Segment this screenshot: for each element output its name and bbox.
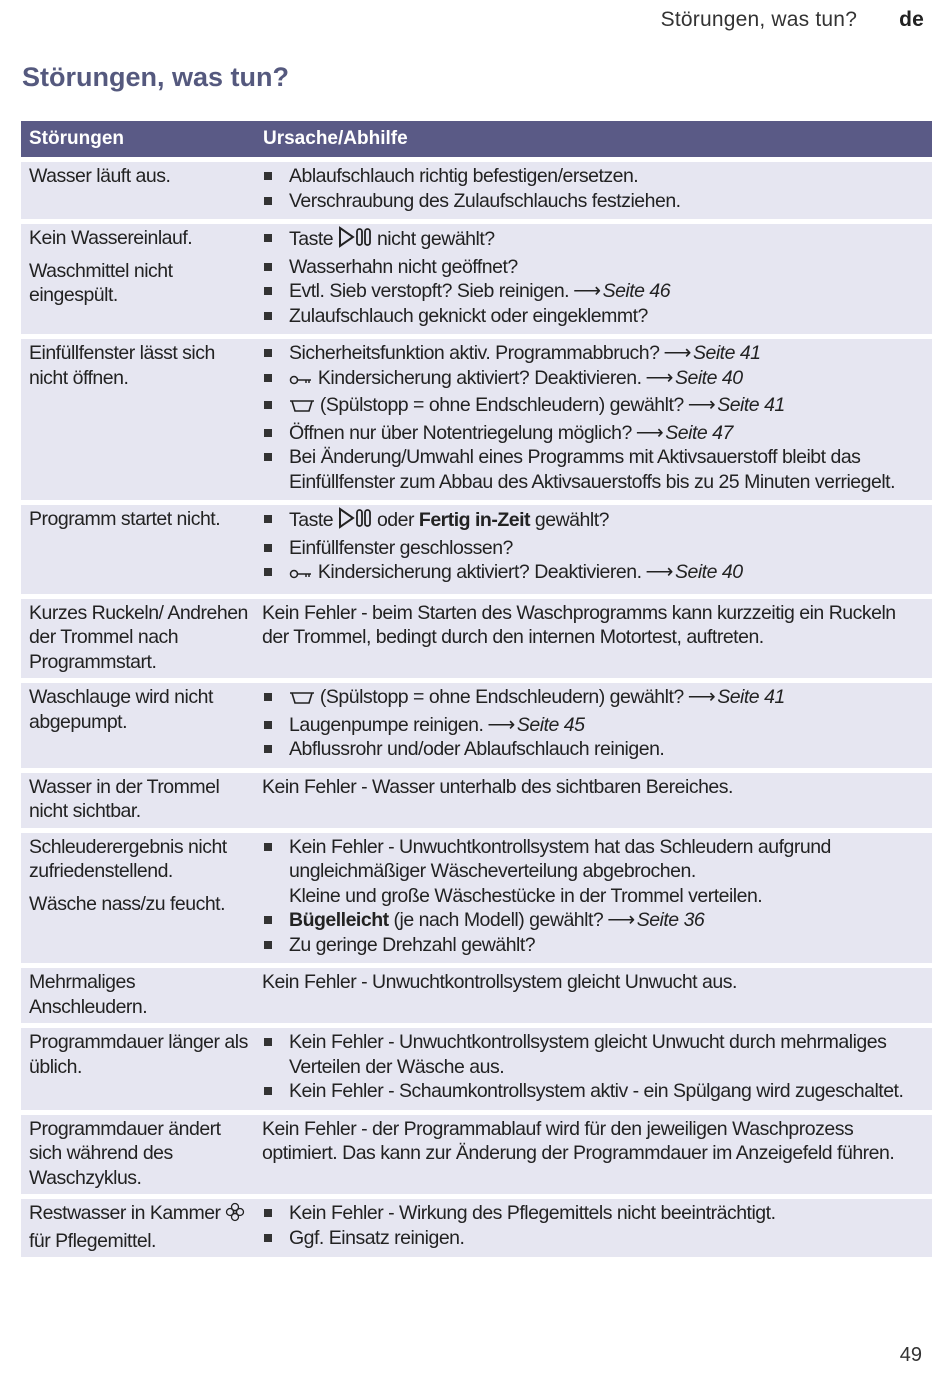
table-row (21, 968, 932, 1023)
fault-text-span: Waschlauge wird nicht abgepumpt. (29, 686, 213, 733)
remedy-item-text (289, 560, 926, 588)
remedy-item (255, 279, 926, 304)
remedy-prefix: Taste (289, 228, 339, 250)
remedy-cell (255, 339, 932, 500)
remedy-text: (Spülstopp = ohne Endschleudern) gewählt? (315, 394, 684, 416)
fault-text-span: Programm startet nicht. (29, 508, 221, 530)
remedy-item-text (289, 908, 926, 933)
fault-cell (21, 968, 255, 1023)
bullet-icon (255, 189, 289, 214)
fault-text (29, 685, 251, 734)
remedy-item-text (289, 164, 926, 189)
table-row (21, 224, 932, 334)
remedy-item-text (289, 685, 926, 713)
fault-cell (21, 683, 255, 768)
table-row (21, 162, 932, 219)
remedy-item (255, 685, 926, 713)
page-reference: Seite 36 (636, 909, 705, 931)
remedy-cell (255, 224, 932, 334)
column-header-faults: Störungen (29, 128, 124, 149)
remedy-cell (255, 1028, 932, 1110)
remedy-item-text (289, 1226, 926, 1251)
remedy-item-text (289, 304, 926, 329)
table-body (21, 162, 932, 1257)
fault-text (29, 970, 251, 1019)
bullet-icon (255, 1226, 289, 1251)
fault-cell (21, 833, 255, 964)
flower-icon (225, 1202, 245, 1229)
remedy-text: Laugenpumpe reinigen. (289, 713, 484, 736)
remedy-item-text (289, 279, 926, 304)
fault-text (29, 892, 251, 917)
table-row (21, 683, 932, 768)
bullet-icon (255, 685, 289, 713)
remedy-item (255, 1030, 926, 1079)
bullet-icon (255, 560, 289, 588)
remedy-text: Zulaufschlauch geknickt oder eingeklemmt? (289, 304, 648, 327)
fault-text (29, 259, 251, 308)
remedy-item (255, 536, 926, 561)
fault-text-span: Programmdauer ändert sich während des Waschzyklus. (29, 1117, 221, 1189)
remedy-item-text (289, 189, 926, 214)
table-row (21, 339, 932, 500)
table-row (21, 1115, 932, 1195)
page-reference: Seite 47 (665, 421, 733, 444)
remedy-item (255, 1226, 926, 1251)
page-reference: Seite 45 (516, 713, 585, 736)
table-row (21, 1028, 932, 1110)
bullet-icon (255, 366, 289, 394)
arrow-icon: ⟶ (573, 280, 601, 302)
fault-text-span: Schleuderergebnis nicht zufriedenstellend. (29, 835, 227, 882)
remedy-text: Bei Änderung/Umwahl eines Programms mit Aktivsauerstoff bleibt das Einfüllfenster zum Abbau des Aktivsauerstoffs bis zu 25 Minuten verriegelt. (289, 446, 895, 493)
bullet-icon (255, 1201, 289, 1226)
page-title: Störungen, was tun? (22, 62, 289, 92)
fault-text-span: Wasser läuft aus. (29, 165, 171, 187)
table-header (21, 121, 932, 157)
remedy-bold: Fertig in-Zeit (418, 509, 530, 531)
fault-text (29, 775, 251, 824)
running-header (661, 8, 924, 32)
remedy-item-text (289, 421, 926, 446)
remedy-item-text (289, 1030, 926, 1079)
remedy-item-text (289, 1201, 926, 1226)
fault-cell (21, 1199, 255, 1257)
remedy-cell (255, 833, 932, 964)
remedy-item (255, 189, 926, 214)
troubleshooting-table (21, 121, 932, 1257)
remedy-text: Öffnen nur über Notentriegelung möglich? (289, 421, 632, 444)
bullet-icon (255, 341, 289, 366)
bullet-icon (255, 908, 289, 933)
remedy-text: Sicherheitsfunktion aktiv. Programmabbruch? (289, 342, 660, 364)
column-header-remedy: Ursache/Abhilfe (263, 128, 408, 149)
remedy-item-text (289, 933, 926, 958)
remedy-cell (255, 1115, 932, 1195)
fault-text-span: Restwasser in Kammer (29, 1202, 226, 1224)
fault-cell (21, 1028, 255, 1110)
fault-cell (21, 339, 255, 500)
fault-text-span: für Pflegemittel. (29, 1229, 156, 1252)
remedy-cell (255, 1199, 932, 1257)
fault-text (29, 1117, 251, 1191)
fault-text-span: Kein Wassereinlauf. (29, 227, 193, 249)
remedy-text: (Spülstopp = ohne Endschleudern) gewählt? (315, 686, 684, 708)
remedy-text: Verschraubung des Zulaufschlauchs festziehen. (289, 189, 681, 212)
remedy-cell (255, 599, 932, 679)
arrow-icon: ⟶ (663, 342, 691, 364)
remedy-item (255, 421, 926, 446)
bullet-icon (255, 255, 289, 280)
bullet-icon (255, 304, 289, 329)
remedy-mid: oder (372, 509, 419, 531)
fault-text (29, 601, 251, 675)
remedy-text: Kindersicherung aktiviert? Deaktivieren. (313, 561, 642, 583)
remedy-cell (255, 505, 932, 594)
arrow-icon: ⟶ (607, 909, 635, 931)
fault-cell (21, 599, 255, 679)
fault-cell (21, 505, 255, 594)
bullet-icon (255, 713, 289, 738)
tub-icon (289, 396, 315, 421)
table-row (21, 505, 932, 594)
fault-text (29, 1229, 251, 1254)
remedy-text: Kein Fehler - der Programmablauf wird für den jeweiligen Waschprozess optimiert. Das kann zur Änderung der Programmdauer im Anzeigefeld führen. (262, 1117, 895, 1164)
bullet-icon (255, 1030, 289, 1079)
arrow-icon: ⟶ (687, 686, 716, 708)
bullet-icon (255, 507, 289, 536)
fault-text-span: Wäsche nass/zu feucht. (29, 892, 226, 915)
table-row (21, 833, 932, 964)
remedy-item (255, 560, 926, 588)
remedy-item (255, 737, 926, 762)
fault-text (29, 341, 251, 390)
remedy-item (255, 164, 926, 189)
fault-text-span: Waschmittel nicht eingespült. (29, 259, 173, 306)
remedy-cell (255, 683, 932, 768)
fault-text (29, 164, 251, 189)
remedy-item (255, 933, 926, 958)
bullet-icon (255, 226, 289, 255)
remedy-item (255, 341, 926, 366)
bullet-icon (255, 737, 289, 762)
remedy-text: Kindersicherung aktiviert? Deaktivieren. (313, 366, 642, 389)
remedy-text: Ggf. Einsatz reinigen. (289, 1226, 465, 1249)
remedy-prefix: Taste (289, 509, 339, 531)
remedy-text: Abflussrohr und/oder Ablaufschlauch reinigen. (289, 738, 665, 760)
table-row (21, 773, 932, 828)
bullet-icon (255, 393, 289, 421)
remedy-cell (255, 968, 932, 1023)
remedy-bold: Bügelleicht (289, 909, 389, 931)
remedy-item-text (289, 366, 926, 394)
fault-text (29, 835, 251, 884)
bullet-icon (255, 279, 289, 304)
remedy-item (255, 255, 926, 280)
page-number: 49 (899, 1344, 922, 1366)
remedy-text: Einfüllfenster geschlossen? (289, 536, 513, 559)
remedy-item (255, 908, 926, 933)
arrow-icon: ⟶ (645, 561, 673, 583)
remedy-item (255, 507, 926, 536)
key-icon (289, 563, 313, 588)
table-row (21, 1199, 932, 1257)
page-reference: Seite 46 (602, 280, 671, 302)
remedy-text: Kein Fehler - Schaumkontrollsystem aktiv - ein Spülgang wird zugeschaltet. (289, 1080, 904, 1102)
fault-cell (21, 773, 255, 828)
bullet-icon (255, 536, 289, 561)
remedy-item-text (289, 445, 926, 494)
arrow-icon: ⟶ (645, 366, 673, 389)
remedy-item-text (289, 737, 926, 762)
remedy-extra: Kleine und große Wäschestücke in der Trommel verteilen. (289, 884, 763, 907)
remedy-item-text (289, 393, 926, 421)
remedy-item (255, 366, 926, 394)
bullet-icon (255, 835, 289, 909)
bullet-icon (255, 1079, 289, 1104)
remedy-item (255, 226, 926, 255)
remedy-text: gewählt? (529, 509, 609, 531)
fault-text-span: Wasser in der Trommel nicht sichtbar. (29, 775, 220, 822)
remedy-item-text (289, 835, 926, 909)
table-row (21, 599, 932, 679)
remedy-text: Kein Fehler - beim Starten des Waschprogramms kann kurzzeitig ein Ruckeln der Trommel, bedingt durch den internen Motortest, auftreten. (262, 601, 896, 648)
remedy-cell (255, 773, 932, 828)
page-reference: Seite 41 (692, 342, 761, 364)
remedy-text: Wasserhahn nicht geöffnet? (289, 255, 518, 278)
remedy-text: (je nach Modell) gewählt? (388, 909, 604, 931)
fault-text (29, 1030, 251, 1079)
fault-cell (21, 1115, 255, 1195)
running-header-section: Störungen, was tun? (660, 8, 858, 31)
arrow-icon: ⟶ (487, 713, 515, 736)
remedy-item (255, 835, 926, 909)
page-reference: Seite 40 (674, 366, 743, 389)
start-pause-icon (338, 507, 372, 536)
remedy-text: Kein Fehler - Wirkung des Pflegemittels nicht beeinträchtigt. (289, 1202, 776, 1224)
remedy-item-text (289, 226, 926, 255)
page-reference: Seite 40 (674, 561, 743, 583)
bullet-icon (255, 164, 289, 189)
fault-cell (21, 224, 255, 334)
remedy-item-text (289, 713, 926, 738)
page-reference: Seite 41 (717, 394, 785, 416)
remedy-item (255, 1201, 926, 1226)
remedy-item (255, 1079, 926, 1104)
fault-text (29, 1201, 251, 1229)
remedy-item (255, 304, 926, 329)
remedy-item (255, 713, 926, 738)
fault-text-span: Programmdauer länger als üblich. (29, 1031, 248, 1078)
fault-text (29, 507, 251, 532)
tub-icon (289, 688, 315, 713)
remedy-text: Evtl. Sieb verstopft? Sieb reinigen. (289, 280, 570, 302)
start-pause-icon (338, 226, 372, 255)
arrow-icon: ⟶ (635, 421, 664, 444)
remedy-text: nicht gewählt? (372, 228, 495, 250)
fault-text-span: Einfüllfenster lässt sich nicht öffnen. (29, 342, 215, 389)
remedy-item-text (289, 507, 926, 536)
remedy-item-text (289, 341, 926, 366)
remedy-text: Kein Fehler - Unwuchtkontrollsystem hat das Schleudern aufgrund ungleichmäßiger Wäscheverteilung abgebrochen. (289, 835, 831, 882)
language-code: de (899, 8, 924, 31)
bullet-icon (255, 933, 289, 958)
arrow-icon: ⟶ (687, 394, 716, 416)
remedy-text: Kein Fehler - Wasser unterhalb des sichtbaren Bereiches. (262, 775, 733, 798)
remedy-text: Kein Fehler - Unwuchtkontrollsystem gleicht Unwucht durch mehrmaliges Verteilen der Wäsche aus. (289, 1031, 887, 1078)
remedy-text: Ablaufschlauch richtig befestigen/ersetzen. (289, 165, 639, 187)
fault-cell (21, 162, 255, 219)
remedy-item-text (289, 255, 926, 280)
remedy-cell (255, 162, 932, 219)
fault-text (29, 226, 251, 251)
remedy-item (255, 445, 926, 494)
remedy-text: Zu geringe Drehzahl gewählt? (289, 933, 536, 956)
fault-text-span: Mehrmaliges Anschleudern. (29, 971, 148, 1018)
remedy-item-text (289, 1079, 926, 1104)
fault-text-span: Kurzes Ruckeln/ Andrehen der Trommel nach Programmstart. (29, 601, 248, 673)
page-reference: Seite 41 (717, 686, 785, 708)
remedy-text: Kein Fehler - Unwuchtkontrollsystem gleicht Unwucht aus. (262, 971, 737, 993)
remedy-item (255, 393, 926, 421)
bullet-icon (255, 445, 289, 494)
remedy-item-text (289, 536, 926, 561)
bullet-icon (255, 421, 289, 446)
key-icon (289, 369, 313, 394)
